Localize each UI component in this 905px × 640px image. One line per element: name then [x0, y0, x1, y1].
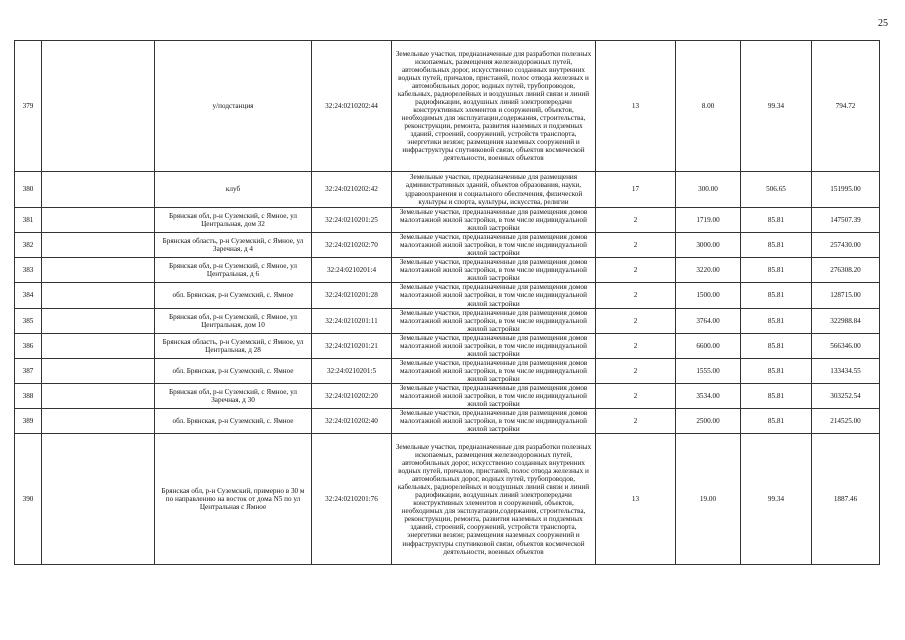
cadastral-number-cell: 32:24:0210202:20 — [312, 383, 392, 408]
cadastral-number-cell: 32:24:0210202:40 — [312, 409, 392, 434]
land-purpose-cell: Земельные участки, предназначенные для размещения домов малоэтажной жилой застройки, в том числе индивидуальной жилой застройки — [392, 233, 596, 258]
category-code-cell: 2 — [596, 333, 676, 358]
row-number-cell: 385 — [15, 308, 42, 333]
empty-cell — [42, 41, 155, 172]
row-number-cell: 384 — [15, 283, 42, 308]
address-cell: Брянская обл, р-н Суземский, примерно в 30 м по направлению на восток от дома N5 по ул Центральная с Ямное — [155, 434, 312, 565]
cadastral-rate-cell: 85.81 — [741, 358, 812, 383]
address-cell: Брянская обл, р-н Суземский, с Ямное, ул Центральная, д 6 — [155, 258, 312, 283]
empty-cell — [42, 308, 155, 333]
table-row — [15, 333, 880, 358]
category-code-cell: 17 — [596, 172, 676, 208]
cadastral-value-cell: 276308.20 — [812, 258, 880, 283]
area-cell: 3764.00 — [676, 308, 741, 333]
cadastral-value-cell: 257430.00 — [812, 233, 880, 258]
row-number-cell: 383 — [15, 258, 42, 283]
address-cell: обл. Брянская, р-н Суземский, с. Ямное — [155, 358, 312, 383]
area-cell: 19.00 — [676, 434, 741, 565]
cadastral-rate-cell: 85.81 — [741, 208, 812, 233]
land-registry-table — [14, 40, 880, 565]
category-code-cell: 2 — [596, 409, 676, 434]
cadastral-value-cell: 566346.00 — [812, 333, 880, 358]
table-row — [15, 172, 880, 208]
empty-cell — [42, 333, 155, 358]
land-purpose-cell: Земельные участки, предназначенные для размещения домов малоэтажной жилой застройки, в том числе индивидуальной жилой застройки — [392, 358, 596, 383]
cadastral-number-cell: 32:24:0210202:44 — [312, 41, 392, 172]
empty-cell — [42, 172, 155, 208]
area-cell: 1719.00 — [676, 208, 741, 233]
empty-cell — [42, 258, 155, 283]
row-number-cell: 386 — [15, 333, 42, 358]
area-cell: 3534.00 — [676, 383, 741, 408]
row-number-cell: 388 — [15, 383, 42, 408]
cadastral-number-cell: 32:24:0210201:11 — [312, 308, 392, 333]
category-code-cell: 2 — [596, 308, 676, 333]
category-code-cell: 13 — [596, 434, 676, 565]
address-cell: Брянская обл, р-н Суземский, с Ямное, ул Центральная, дом 10 — [155, 308, 312, 333]
cadastral-rate-cell: 99.34 — [741, 434, 812, 565]
empty-cell — [42, 233, 155, 258]
row-number-cell: 379 — [15, 41, 42, 172]
address-cell: Брянская область, р-н Суземский, с Ямное, ул Центральная, д 28 — [155, 333, 312, 358]
area-cell: 1555.00 — [676, 358, 741, 383]
area-cell: 8.00 — [676, 41, 741, 172]
land-purpose-cell: Земельные участки, предназначенные для размещения домов малоэтажной жилой застройки, в том числе индивидуальной жилой застройки — [392, 333, 596, 358]
table-row — [15, 358, 880, 383]
cadastral-value-cell: 147507.39 — [812, 208, 880, 233]
table-row — [15, 233, 880, 258]
row-number-cell: 389 — [15, 409, 42, 434]
cadastral-value-cell: 1887.46 — [812, 434, 880, 565]
table-row — [15, 283, 880, 308]
empty-cell — [42, 283, 155, 308]
empty-cell — [42, 358, 155, 383]
category-code-cell: 2 — [596, 283, 676, 308]
cadastral-rate-cell: 85.81 — [741, 308, 812, 333]
table-row — [15, 308, 880, 333]
address-cell: клуб — [155, 172, 312, 208]
table-row — [15, 434, 880, 565]
land-purpose-cell: Земельные участки, предназначенные для размещения домов малоэтажной жилой застройки, в том числе индивидуальной жилой застройки — [392, 308, 596, 333]
cadastral-number-cell: 32:24:0210202:70 — [312, 233, 392, 258]
row-number-cell: 381 — [15, 208, 42, 233]
table-row — [15, 383, 880, 408]
land-purpose-cell: Земельные участки, предназначенные для размещения домов малоэтажной жилой застройки, в том числе индивидуальной жилой застройки — [392, 283, 596, 308]
cadastral-number-cell: 32:24:0210202:42 — [312, 172, 392, 208]
area-cell: 1500.00 — [676, 283, 741, 308]
cadastral-number-cell: 32:24:0210201:5 — [312, 358, 392, 383]
category-code-cell: 2 — [596, 208, 676, 233]
cadastral-number-cell: 32:24:0210201:4 — [312, 258, 392, 283]
cadastral-number-cell: 32:24:0210201:28 — [312, 283, 392, 308]
page-number: 25 — [878, 18, 888, 29]
area-cell: 3000.00 — [676, 233, 741, 258]
row-number-cell: 380 — [15, 172, 42, 208]
row-number-cell: 390 — [15, 434, 42, 565]
cadastral-number-cell: 32:24:0210201:76 — [312, 434, 392, 565]
cadastral-value-cell: 128715.00 — [812, 283, 880, 308]
row-number-cell: 387 — [15, 358, 42, 383]
table-row — [15, 41, 880, 172]
land-purpose-cell: Земельные участки, предназначенные для размещения домов малоэтажной жилой застройки, в том числе индивидуальной жилой застройки — [392, 383, 596, 408]
cadastral-rate-cell: 85.81 — [741, 383, 812, 408]
address-cell: у/подстанция — [155, 41, 312, 172]
cadastral-value-cell: 322988.84 — [812, 308, 880, 333]
cadastral-rate-cell: 85.81 — [741, 409, 812, 434]
table-row — [15, 409, 880, 434]
empty-cell — [42, 409, 155, 434]
land-purpose-cell: Земельные участки, предназначенные для разработки полезных ископаемых, размещения железнодорожных путей, автомобильных дорог, искусственно созданных внутренних водных путей, причалов, пристаней, полос отвода железных и автомобильных дорог, водных путей, трубопроводов, кабельных, радиорелейных и воздушных линий связи и линий радиофикации, воздушных линий электропередачи конструктивных элементов и сооружений, объектов, необходимых для эксплуатации,содержания, строительства, реконструкции, ремонта, развития наземных и подземных зданий, строений, сооружений, устройств транспорта, энергетики везяэи; размещения наземных сооружений и инфраструктуры спутниковой связи, объектов космической деятельности, военных объектов — [392, 41, 596, 172]
cadastral-value-cell: 133434.55 — [812, 358, 880, 383]
land-purpose-cell: Земельные участки, предназначенные для размещения домов малоэтажной жилой застройки, в том числе индивидуальной жилой застройки — [392, 208, 596, 233]
empty-cell — [42, 383, 155, 408]
address-cell: Брянская обл, р-н Суземский, с Ямное, ул Центральная, дом 32 — [155, 208, 312, 233]
cadastral-rate-cell: 99.34 — [741, 41, 812, 172]
category-code-cell: 2 — [596, 233, 676, 258]
cadastral-value-cell: 303252.54 — [812, 383, 880, 408]
cadastral-number-cell: 32:24:0210201:21 — [312, 333, 392, 358]
cadastral-number-cell: 32:24:0210201:25 — [312, 208, 392, 233]
land-purpose-cell: Земельные участки, предназначенные для разработки полезных ископаемых, размещения железнодорожных путей, автомобильных дорог, искусственно созданных внутренних водных путей, причалов, пристаней, полос отвода железных и автомобильных дорог, водных путей, трубопроводов, кабельных, радиорелейных и воздушных линий связи и линий радиофикации, воздушных линий электропередачи конструктивных элементов и сооружений, объектов, необходимых для эксплуатации,содержания, строительства, реконструкции, ремонта, развития наземных и подземных зданий, строений, сооружений, устройств транспорта, энергетики везяэи; размещения наземных сооружений и инфраструктуры спутниковой связи, объектов космической деятельности, военных объектов — [392, 434, 596, 565]
cadastral-rate-cell: 506.65 — [741, 172, 812, 208]
category-code-cell: 2 — [596, 258, 676, 283]
table-row — [15, 208, 880, 233]
cadastral-rate-cell: 85.81 — [741, 233, 812, 258]
area-cell: 2500.00 — [676, 409, 741, 434]
cadastral-value-cell: 151995.00 — [812, 172, 880, 208]
cadastral-rate-cell: 85.81 — [741, 258, 812, 283]
cadastral-rate-cell: 85.81 — [741, 283, 812, 308]
land-purpose-cell: Земельные участки, предназначенные для размещения домов малоэтажной жилой застройки, в том числе индивидуальной жилой застройки — [392, 409, 596, 434]
area-cell: 3220.00 — [676, 258, 741, 283]
area-cell: 300.00 — [676, 172, 741, 208]
land-purpose-cell: Земельные участки, предназначенные для размещения домов малоэтажной жилой застройки, в том числе индивидуальной жилой застройки — [392, 258, 596, 283]
category-code-cell: 13 — [596, 41, 676, 172]
category-code-cell: 2 — [596, 383, 676, 408]
area-cell: 6600.00 — [676, 333, 741, 358]
cadastral-rate-cell: 85.81 — [741, 333, 812, 358]
address-cell: обл. Брянская, р-н Суземский, с. Ямное — [155, 283, 312, 308]
row-number-cell: 382 — [15, 233, 42, 258]
land-purpose-cell: Земельные участки, предназначенные для размещения административных зданий, объектов образования, науки, здравоохранения и социального обеспечения, физической культуры и спорта, культуры, искусства, религии — [392, 172, 596, 208]
address-cell: обл. Брянская, р-н Суземский, с. Ямное — [155, 409, 312, 434]
table-row — [15, 258, 880, 283]
address-cell: Брянская обл, р-н Суземский, с Ямное, ул Заречная, д 30 — [155, 383, 312, 408]
category-code-cell: 2 — [596, 358, 676, 383]
empty-cell — [42, 434, 155, 565]
empty-cell — [42, 208, 155, 233]
cadastral-value-cell: 794.72 — [812, 41, 880, 172]
cadastral-value-cell: 214525.00 — [812, 409, 880, 434]
address-cell: Брянская область, р-н Суземский, с Ямное, ул Заречная, д 4 — [155, 233, 312, 258]
